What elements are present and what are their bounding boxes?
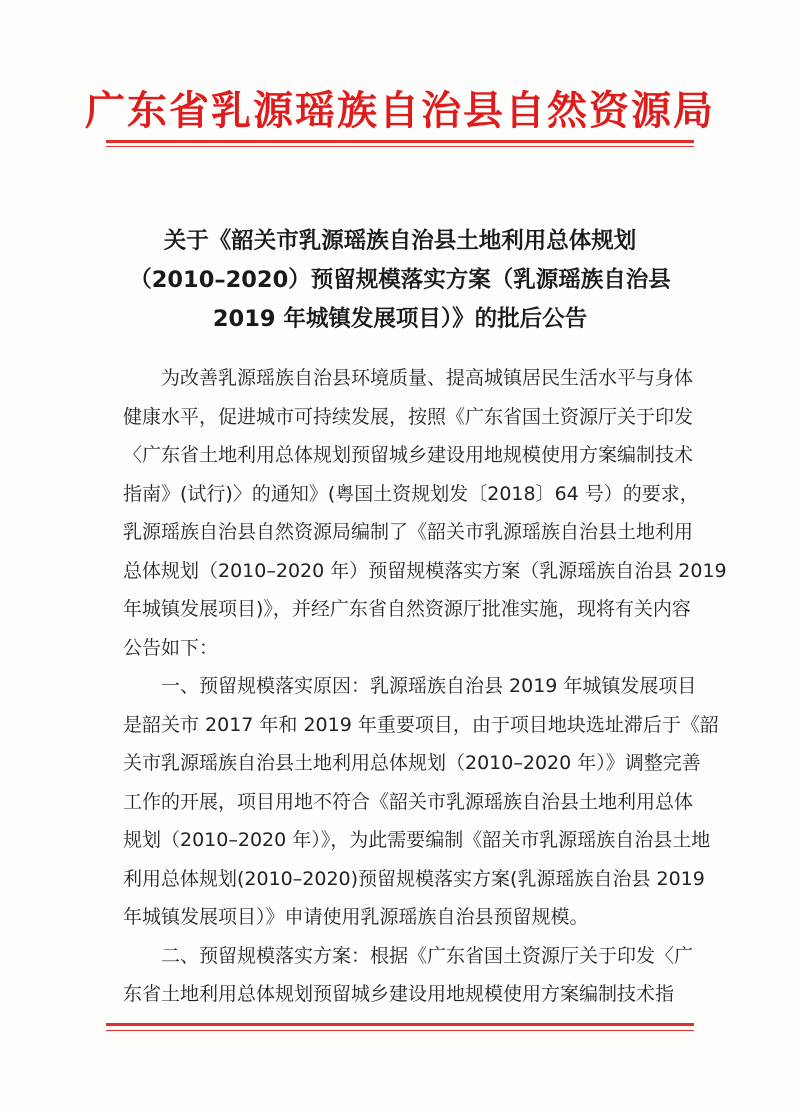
body-line: 公告如下： <box>123 636 219 659</box>
body-line: 东省土地利用总体规划预留城乡建设用地规模使用方案编制技术指 <box>123 983 675 1005</box>
notice-title-line-1: 关于《韶关市乳源瑶族自治县土地利用总体规划 <box>163 228 637 254</box>
letterhead-red-rule-thin <box>106 146 694 147</box>
body-line: 关市乳源瑶族自治县土地利用总体规划（2010–2020 年）》调整完善 <box>123 752 701 774</box>
body-line: 健康水平，促进城市可持续发展，按照《广东省国土资源厅关于印发 <box>123 405 694 428</box>
notice-body <box>123 359 727 1014</box>
letterhead-title: 广东省乳源瑶族自治县自然资源局 <box>85 87 715 134</box>
body-line: 一、预留规模落实原因：乳源瑶族自治县 2019 年城镇发展项目 <box>161 675 697 697</box>
body-line: 年城镇发展项目)》，并经广东省自然资源厅批准实施，现将有关内容 <box>123 598 691 620</box>
body-line: 指南》(试行)〉的通知》(粤国土资规划发〔2018〕64 号）的要求， <box>123 482 699 505</box>
body-line: 工作的开展，项目用地不符合《韶关市乳源瑶族自治县土地利用总体 <box>123 790 694 813</box>
body-line: 乳源瑶族自治县自然资源局编制了《韶关市乳源瑶族自治县土地利用 <box>123 521 694 543</box>
body-line: 年城镇发展项目）》申请使用乳源瑶族自治县预留规模。 <box>123 906 589 928</box>
body-line: 总体规划（2010–2020 年）预留规模落实方案（乳源瑶族自治县 2019 <box>123 559 727 582</box>
footer-red-rule-thin <box>106 1030 694 1031</box>
body-line: 二、预留规模落实方案：根据《广东省国土资源厅关于印发〈广 <box>161 944 694 967</box>
letterhead-red-rule-thick <box>106 140 694 143</box>
body-line: 利用总体规划(2010–2020)预留规模落实方案(乳源瑶族自治县 2019 <box>123 867 705 890</box>
notice-title-line-2: （2010–2020）预留规模落实方案（乳源瑶族自治县 <box>129 267 671 293</box>
body-line: 是韶关市 2017 年和 2019 年重要项目，由于项目地块选址滞后于《韶 <box>123 713 719 736</box>
notice-title-line-3: 2019 年城镇发展项目）》的批后公告 <box>212 306 588 332</box>
body-line: 规划（2010–2020 年）》，为此需要编制《韶关市乳源瑶族自治县土地 <box>123 829 711 851</box>
footer-red-rule-thick <box>106 1023 694 1026</box>
body-line: 〈广东省土地利用总体规划预留城乡建设用地规模使用方案编制技术 <box>123 444 694 466</box>
body-line: 为改善乳源瑶族自治县环境质量、提高城镇居民生活水平与身体 <box>161 367 694 389</box>
